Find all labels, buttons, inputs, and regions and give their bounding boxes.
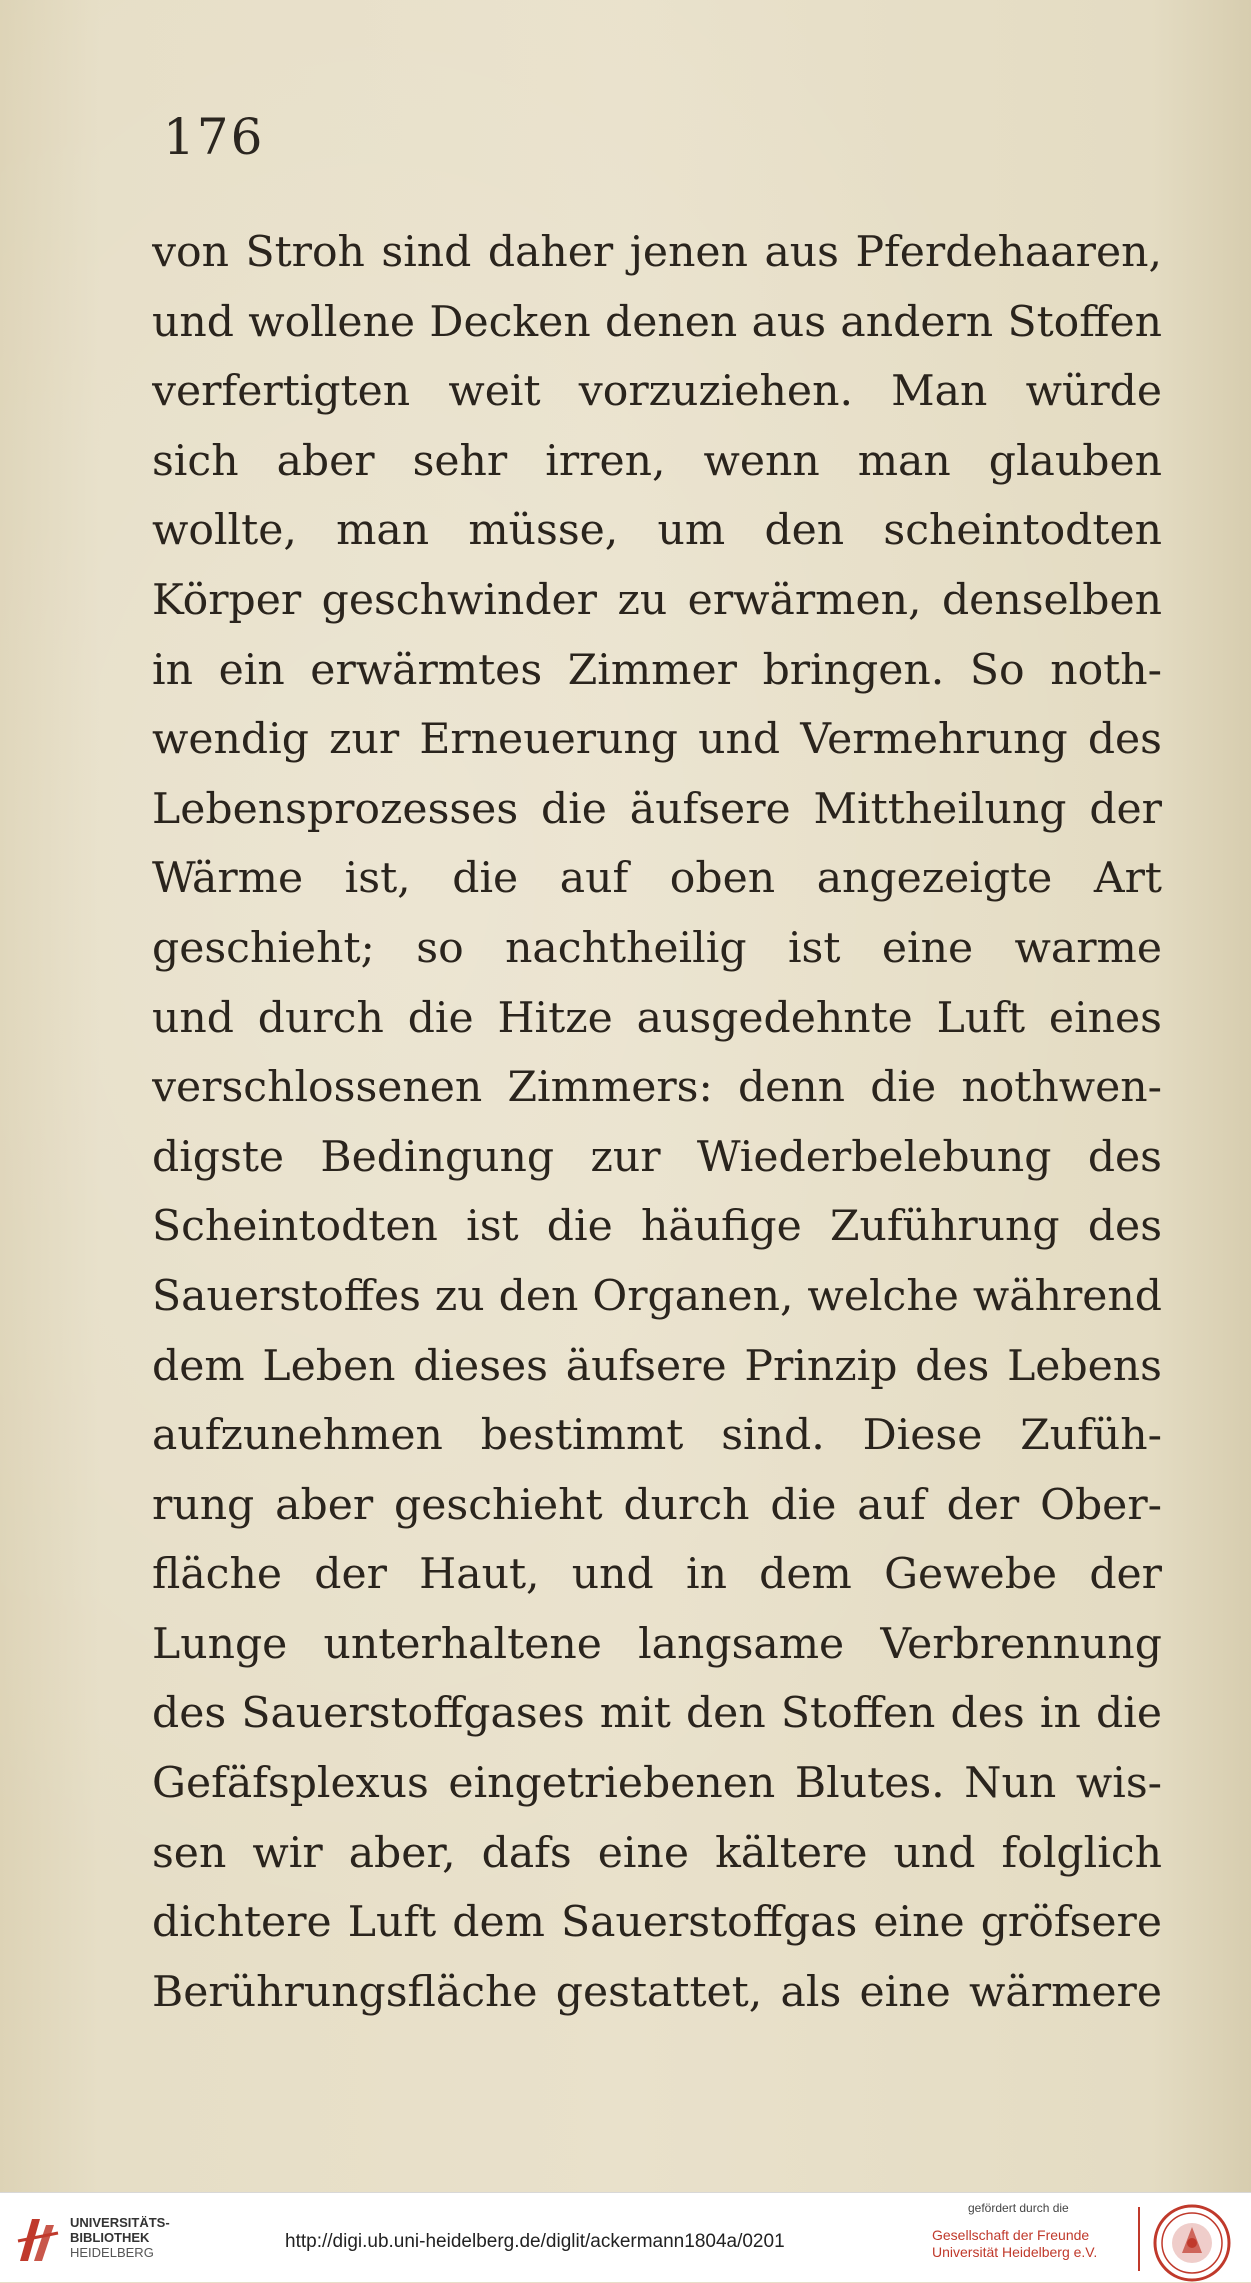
permalink-url[interactable]: http://digi.ub.uni-heidelberg.de/diglit/ackermann1804a/0201 [285, 2231, 785, 2252]
text-line: in ein erwärmtes Zimmer bringen. So noth- [152, 645, 1162, 695]
text-line: von Stroh sind daher jenen aus Pferdehaaren, [152, 228, 1162, 277]
library-name-line2: BIBLIOTHEK [70, 2230, 150, 2245]
text-line: des Sauerstoffgases mit den Stoffen des in die [152, 1689, 1162, 1739]
sponsor-divider [1138, 2207, 1140, 2271]
text-line: Gefäfsplexus eingetriebenen Blutes. Nun wis- [152, 1759, 1162, 1809]
text-line: dem Leben dieses äufsere Prinzip des Lebens [152, 1341, 1162, 1391]
text-line: verfertigten weit vorzuziehen. Man würde [152, 367, 1162, 417]
text-line: wollte, man müsse, um den scheintodten [152, 506, 1162, 556]
library-name [70, 2215, 170, 2260]
text-line: rung aber geschieht durch die auf der Ober- [152, 1480, 1162, 1530]
text-line: dichtere Luft dem Sauerstoffgas eine gröfsere [152, 1898, 1162, 1948]
text-line: Körper geschwinder zu erwärmen, denselben [152, 575, 1162, 625]
university-seal-icon [1152, 2203, 1232, 2283]
text-line: fläche der Haut, und in dem Gewebe der [152, 1550, 1162, 1600]
library-name-line1: UNIVERSITÄTS- [70, 2215, 170, 2230]
sponsor-credit [932, 2201, 1132, 2261]
text-line: geschieht; so nachtheilig ist eine warme [152, 923, 1162, 973]
text-line: und durch die Hitze ausgedehnte Luft eines [152, 993, 1162, 1043]
text-line: Sauerstoffes zu den Organen, welche während [152, 1271, 1162, 1321]
text-line: Wärme ist, die auf oben angezeigte Art [152, 854, 1162, 904]
footer-bar [0, 2192, 1251, 2282]
sponsor-prefix: gefördert durch die [968, 2201, 1069, 2215]
text-line: sich aber sehr irren, wenn man glauben [152, 436, 1162, 486]
text-line: sen wir aber, dafs eine kältere und folglich [152, 1828, 1162, 1878]
text-line: Lunge unterhaltene langsame Verbrennung [152, 1619, 1162, 1669]
text-line: wendig zur Erneuerung und Vermehrung des [152, 715, 1162, 765]
text-line: und wollene Decken denen aus andern Stoffen [152, 297, 1162, 347]
university-library-logo-icon [14, 2211, 64, 2267]
sponsor-name-line2: Universität Heidelberg e.V. [932, 2244, 1098, 2260]
library-name-line3: HEIDELBERG [70, 2245, 154, 2260]
text-line: verschlossenen Zimmers: denn die nothwen- [152, 1063, 1162, 1113]
text-line: Scheintodten ist die häufige Zuführung des [152, 1202, 1162, 1252]
text-line: digste Bedingung zur Wiederbelebung des [152, 1132, 1162, 1182]
text-line: aufzunehmen bestimmt sind. Diese Zufüh- [152, 1411, 1162, 1461]
text-line: Berührungsfläche gestattet, als eine wärmere [152, 1967, 1162, 2017]
text-line: Lebensprozesses die äufsere Mittheilung der [152, 784, 1162, 834]
body-text [152, 218, 1162, 2027]
sponsor-name-line1: Gesellschaft der Freunde [932, 2227, 1090, 2243]
page-number: 176 [163, 108, 265, 166]
